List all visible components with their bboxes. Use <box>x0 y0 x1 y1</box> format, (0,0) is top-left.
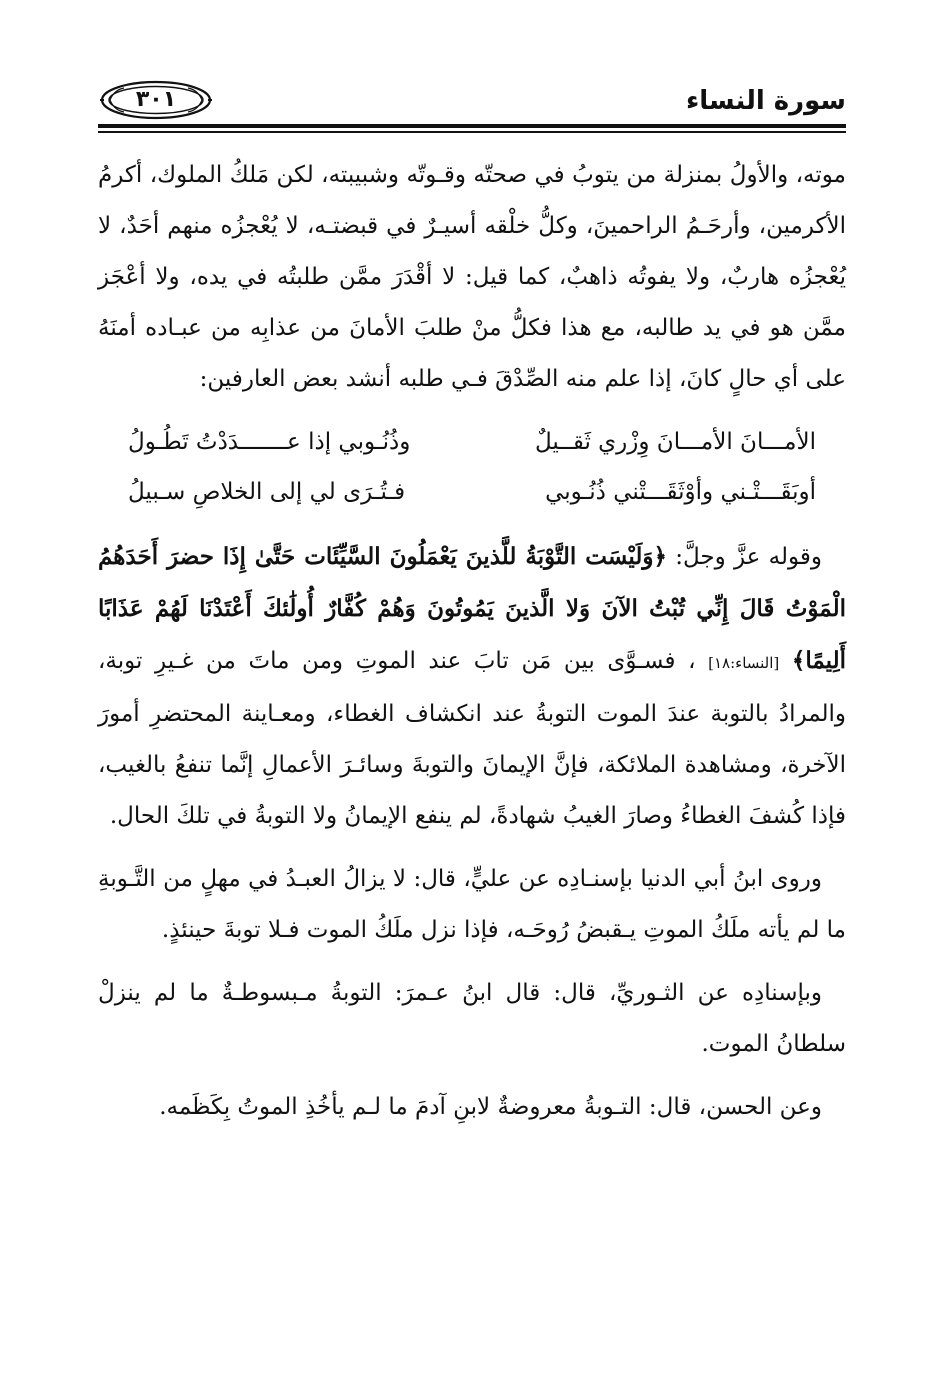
header-rule-thin <box>98 131 846 133</box>
poem-hemistich: أوبَقَـــتْـني وأوْثَقَـــتْني ذُنُـوبي <box>545 479 816 505</box>
paragraph: وبإسنادِه عن الثـوريِّ، قال: قال ابنُ عـمرَ: التوبةُ مـبسوطـةٌ ما لم ينزلْ سلطانُ الموت. <box>98 980 846 1057</box>
verse-reference: [النساء:١٨] <box>708 654 780 672</box>
surah-title: سورة النساء <box>685 86 846 116</box>
poem-hemistich: وذُنُـوبي إذا عـــــــدَدْتُ تَطُـولُ <box>128 429 411 455</box>
page-number: ٣٠١ <box>135 87 177 112</box>
poem-line <box>128 417 816 467</box>
paragraph-intro: وقوله عزَّ وجلَّ: <box>666 544 822 570</box>
page-number-badge <box>100 80 212 120</box>
paragraph: وروى ابنُ أبي الدنيا بإسنـادِه عن عليٍّ، قال: لا يزالُ العبـدُ في مهلٍ من التَّـوبةِ ما لم يأته ملَكُ الموتِ يـقبضُ رُوحَـه، فإذا نزل ملَكُ الموت فـلا توبةَ حينئذٍ. <box>98 866 846 943</box>
poem-hemistich: فـتُـرَى لي إلى الخلاصِ سـبيلُ <box>128 479 406 505</box>
page-header <box>98 74 846 130</box>
paragraph-text: ، فسـوَّى بين مَن تابَ عند الموتِ ومن ماتَ من غـيرِ توبة، والمرادُ بالتوبة عندَ الموت التوبةُ عند انكشاف الغطاء، ومعـاينة المحتضرِ أمورَ الآخرة، ومشاهدة الملائكة، فإنَّ الإيمانَ والتوبةَ وسائـرَ الأعمالِ إنَّما تنفعُ بالغيب، فإذا كُشفَ الغطاءُ وصارَ الغيبُ شهادةً، لم ينفع الإيمانُ ولا التوبةُ في تلكَ الحال. <box>98 648 846 829</box>
quran-verse: ﴿وَلَيْسَت التَّوْبَةُ للَّذينَ يَعْمَلُونَ السَّيِّئَات حَتَّىٰ إِذَا حضرَ أَحَدَهُمُ الْمَوْتُ قَالَ إِنِّي تُبْتُ الآنَ وَلا الَّذينَ يَمُوتُونَ وَهُمْ كُفَّارٌ أُولَٰئكَ أَعْتَدْنَا لَهُمْ عَذَابًا أَلِيمًا﴾ <box>98 543 847 674</box>
poem-line <box>128 467 816 517</box>
paragraph: موته، والأولُ بمنزلة من يتوبُ في صحتّه وقـوتّه وشبيبته، لكن مَلكُ الملوك، أكرمُ الأكرمين، وأرحَـمُ الراحمينَ، وكلُّ خلْقه أسيـرٌ في قبضتـه، لا يُعْجزُه منهم أحَدٌ، لا يُعْجزُه هاربٌ، ولا يفوتُه ذاهبٌ، كما قيل: لا أقْدَرَ ممَّن طلبتُه في يده، ولا أعْجَز ممَّن هو في يد طالبه، مع هذا فكلُّ منْ طلبَ الأمانَ من عذابِه من عبـاده أمنَهُ على أي حالٍ كانَ، إذا علم منه الصِّدْقَ فـي طلبه أنشد بعض العارفين: <box>98 162 846 392</box>
poem-hemistich: الأمـــانَ الأمـــانَ وِزْري ثَقــيلٌ <box>534 429 816 455</box>
body-text <box>98 150 846 1145</box>
paragraph <box>98 531 846 842</box>
paragraph: وعن الحسن، قال: التـوبةُ معروضةٌ لابنِ آدمَ ما لـم يأخُذِ الموتُ بِكَظَمه. <box>159 1094 822 1120</box>
header-rule-thick <box>98 124 846 128</box>
poem <box>98 417 846 517</box>
